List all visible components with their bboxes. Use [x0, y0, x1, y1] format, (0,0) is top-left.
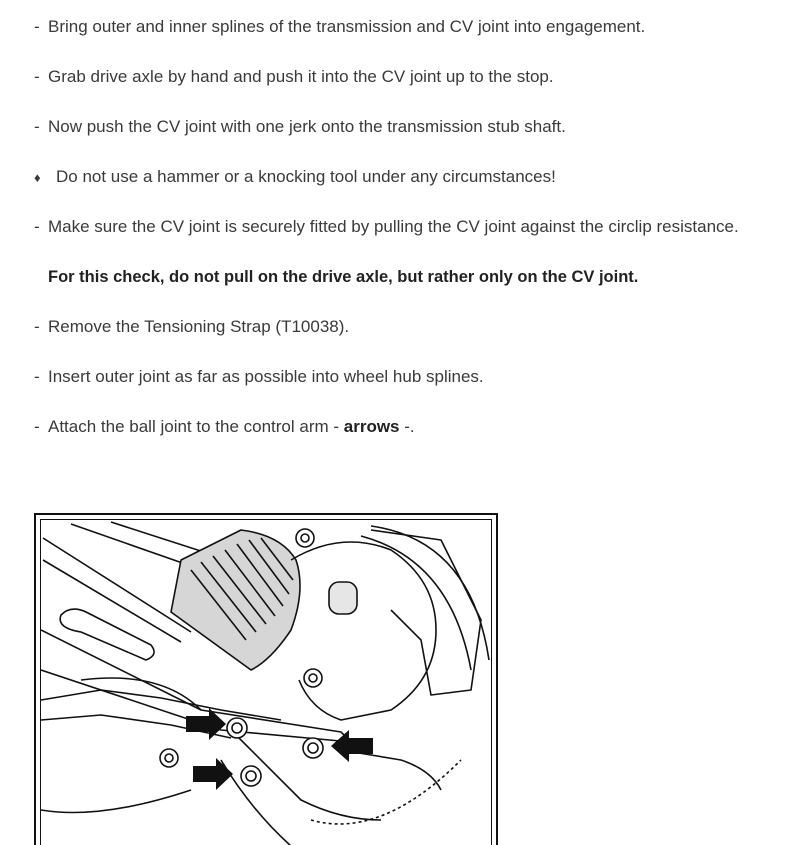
- step-text-bold: arrows: [343, 417, 400, 436]
- step-text: Make sure the CV joint is securely fitted by pulling the CV joint against the circlip resistance.: [48, 217, 739, 236]
- abs-ring: [311, 760, 461, 824]
- step-attach-ball-joint: [34, 417, 415, 437]
- arrow: [331, 730, 373, 762]
- step-text: Now push the CV joint with one jerk onto the transmission stub shaft.: [48, 117, 566, 136]
- knuckle: [221, 730, 441, 845]
- warning-text: Do not use a hammer or a knocking tool under any circumstances!: [56, 167, 556, 186]
- step-text-before: Attach the ball joint to the control arm -: [48, 417, 344, 436]
- step-text: Remove the Tensioning Strap (T10038).: [48, 317, 350, 336]
- arrow: [193, 758, 233, 790]
- bullet-dash: -: [34, 317, 40, 336]
- illustration-frame: [34, 513, 498, 845]
- caliper: [371, 530, 481, 695]
- step-remove-strap: [34, 317, 349, 337]
- step-text-after: -.: [399, 417, 415, 436]
- bullet-dash: -: [34, 367, 40, 386]
- step-push-cv-joint: [34, 117, 566, 137]
- bullet-dash: -: [34, 117, 40, 136]
- cv-boot: [171, 530, 300, 670]
- step-text: Bring outer and inner splines of the transmission and CV joint into engagement.: [48, 17, 646, 36]
- bullet-dash: -: [34, 67, 40, 86]
- step-check-fit: [34, 217, 739, 237]
- note-check: [48, 267, 638, 287]
- wheel-hub: [291, 542, 436, 720]
- warning-diamond-icon: ♦: [34, 170, 41, 185]
- bullet-dash: -: [34, 417, 40, 436]
- note-text: For this check, do not pull on the drive axle, but rather only on the CV joint.: [48, 268, 639, 286]
- warning-no-hammer: [34, 167, 556, 188]
- illustration: [40, 519, 492, 845]
- step-text: Insert outer joint as far as possible into wheel hub splines.: [48, 367, 484, 386]
- bushing: [329, 582, 357, 614]
- step-insert-outer-joint: [34, 367, 484, 387]
- step-push-axle: [34, 67, 554, 87]
- bullet-dash: -: [34, 17, 40, 36]
- bullet-dash: -: [34, 217, 40, 236]
- step-text: Grab drive axle by hand and push it into the CV joint up to the stop.: [48, 67, 554, 86]
- step-engage-splines: [34, 17, 645, 37]
- suspension-drawing: [41, 520, 492, 845]
